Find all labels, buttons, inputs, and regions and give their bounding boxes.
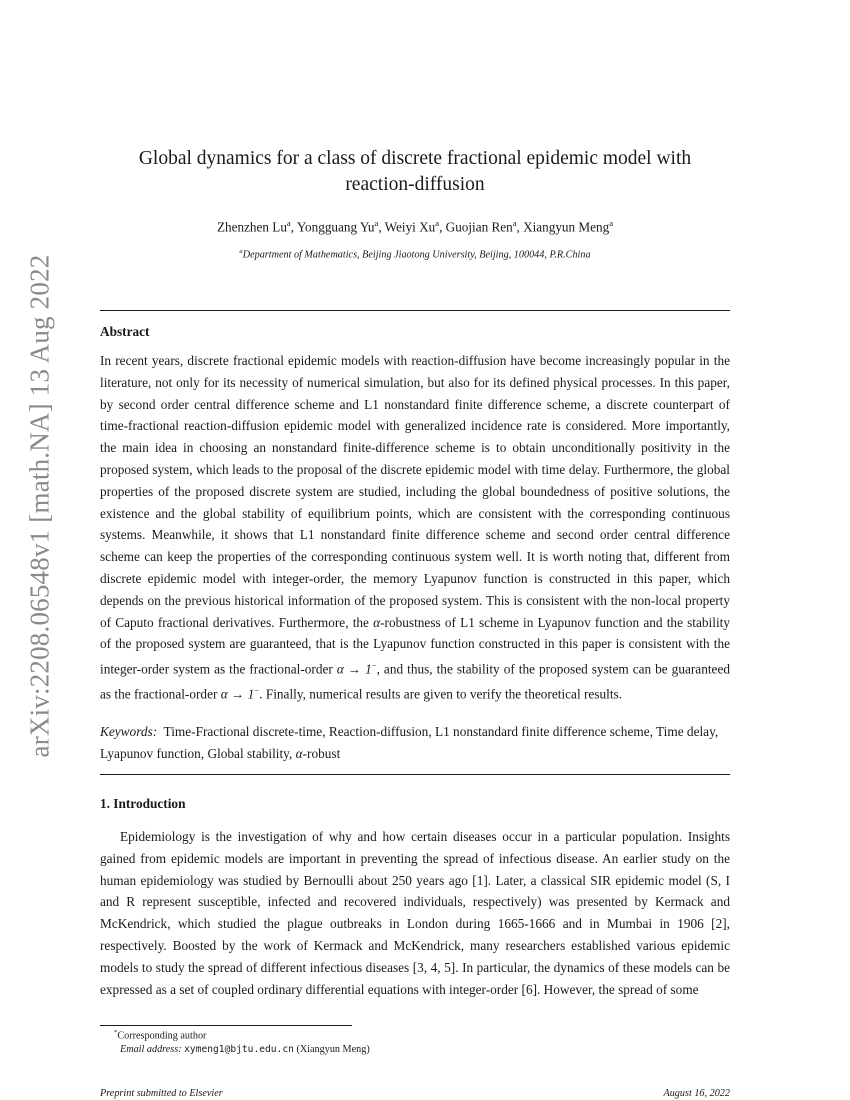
paper-title [100,146,730,198]
abstract-text: In recent years, discrete fractional epidemic models with reaction-diffusion have become increasingly popular in the literature, not only for its necessity of numerical simulation, but also for its defined physical processes. In this paper, by second order central difference scheme and L1 nonstandard finite difference scheme, a discrete counterpart of time-fractional reaction-diffusion epidemic model with generalized incidence rate is considered. More importantly, the main idea in choosing an nonstandard finite-difference scheme is to obtain unconditionally positivity in the proposed system, which leads to the proposal of the discrete epidemic model with time delay. Furthermore, the global properties of the proposed discrete system are studied, including the global boundedness of positive solutions, the existence and the global stability of equilibrium points, which are consistent with the corresponding continuous systems. Meanwhile, it shows that L1 nonstandard finite difference scheme and second order central difference scheme can keep the properties of the corresponding continuous system well. It is worth noting that, different from discrete epidemic model with integer-order, the memory Lyapunov function is constructed in this paper, which depends on the previous historical information of the proposed system. This is consistent with the non-local property of Caputo fractional derivatives. Furthermore, the [100,353,730,630]
author-affiliation-mark: a [512,218,517,228]
author-name: , Yongguang Yu [290,219,375,235]
affiliation-mark: a [239,248,243,255]
email-link[interactable]: xymeng1@bjtu.edu.cn [184,1044,294,1055]
keywords-label: Keywords: [100,724,158,739]
footer-date: August 16, 2022 [663,1088,730,1099]
abstract-text: . Finally, numerical results are given to verify the theoretical results. [259,686,623,702]
affiliation-text: Department of Mathematics, Beijing Jiaotong University, Beijing, 100044, P.R.China [242,249,591,261]
arxiv-identifier: arXiv:2208.06548v1 [math.NA] 13 Aug 2022 [24,254,55,758]
math-alpha: α [295,745,303,761]
author-name: , Weiyi Xu [378,219,436,235]
footnote-mark: * [114,1029,118,1036]
math-superscript: − [371,660,377,671]
abstract-heading: Abstract [100,324,150,339]
section-heading: 1. Introduction [100,796,186,811]
author-affiliation-mark: a [286,218,291,228]
title-line-2: reaction-diffusion [345,174,485,195]
author-affiliation-mark: a [374,218,379,228]
title-line-1: Global dynamics for a class of discrete fractional epidemic model with [138,148,692,169]
math-alpha: α [373,614,381,630]
introduction-paragraph: Epidemiology is the investigation of why and how certain diseases occur in a particular population. Insights gained from epidemic models are important in preventing the spread of infectious disease. An earlier study on the human epidemiology was studied by Bernoulli about 250 years ago [1]. Later, a classical SIR epidemic model (S, I and R represent susceptible, infected and recovered individuals, respectively) was presented by Kermack and McKendrick, which studied the plague outbreaks in London during 1665-1666 and in Mumbai in 1906 [2], respectively. Boosted by the work of Kermack and McKendrick, many researchers established various epidemic models to study the spread of different infectious diseases [3, 4, 5]. In particular, the dynamics of these models can be expressed as a set of coupled ordinary differential equations with integer-order [6]. However, the spread of some [100,829,730,997]
author-list [100,218,730,235]
affiliation [100,248,730,260]
author-name: Zhenzhen Lu [216,219,287,235]
math-limit: α → 1 [220,686,255,702]
abstract-text: , and thus, the stability of the proposed system can be guaranteed as the fractional-order [100,661,731,702]
abstract-body [100,350,730,706]
email-label: Email address: [120,1044,182,1055]
abstract-text: -robustness of L1 scheme in Lyapunov function and the stability of the proposed system are guaranteed, that is the Lyapunov function constructed in this paper is consistent with the integer-order system as the fractional-order [100,614,730,677]
footnote-corresponding [114,1029,206,1041]
math-superscript: − [254,685,260,696]
math-limit: α → 1 [336,661,372,677]
keywords-text: -robust [302,745,341,761]
author-name: , Guojian Ren [439,219,513,235]
keywords [100,721,730,765]
footnote-email [120,1044,370,1055]
footer-preprint: Preprint submitted to Elsevier [100,1088,223,1099]
keywords-text: Time-Fractional discrete-time, Reaction-diffusion, L1 nonstandard finite difference scheme, Time delay, Lyapunov function, Global stability, [100,724,719,761]
bottom-rule [100,774,730,775]
author-affiliation-mark: a [435,218,440,228]
author-name: , Xiangyun Meng [516,219,610,235]
footnote-text: Corresponding author [117,1030,207,1042]
email-owner: (Xiangyun Meng) [293,1044,370,1055]
top-rule [100,310,730,311]
author-affiliation-mark: a [609,218,613,228]
footnote-rule [100,1025,352,1026]
